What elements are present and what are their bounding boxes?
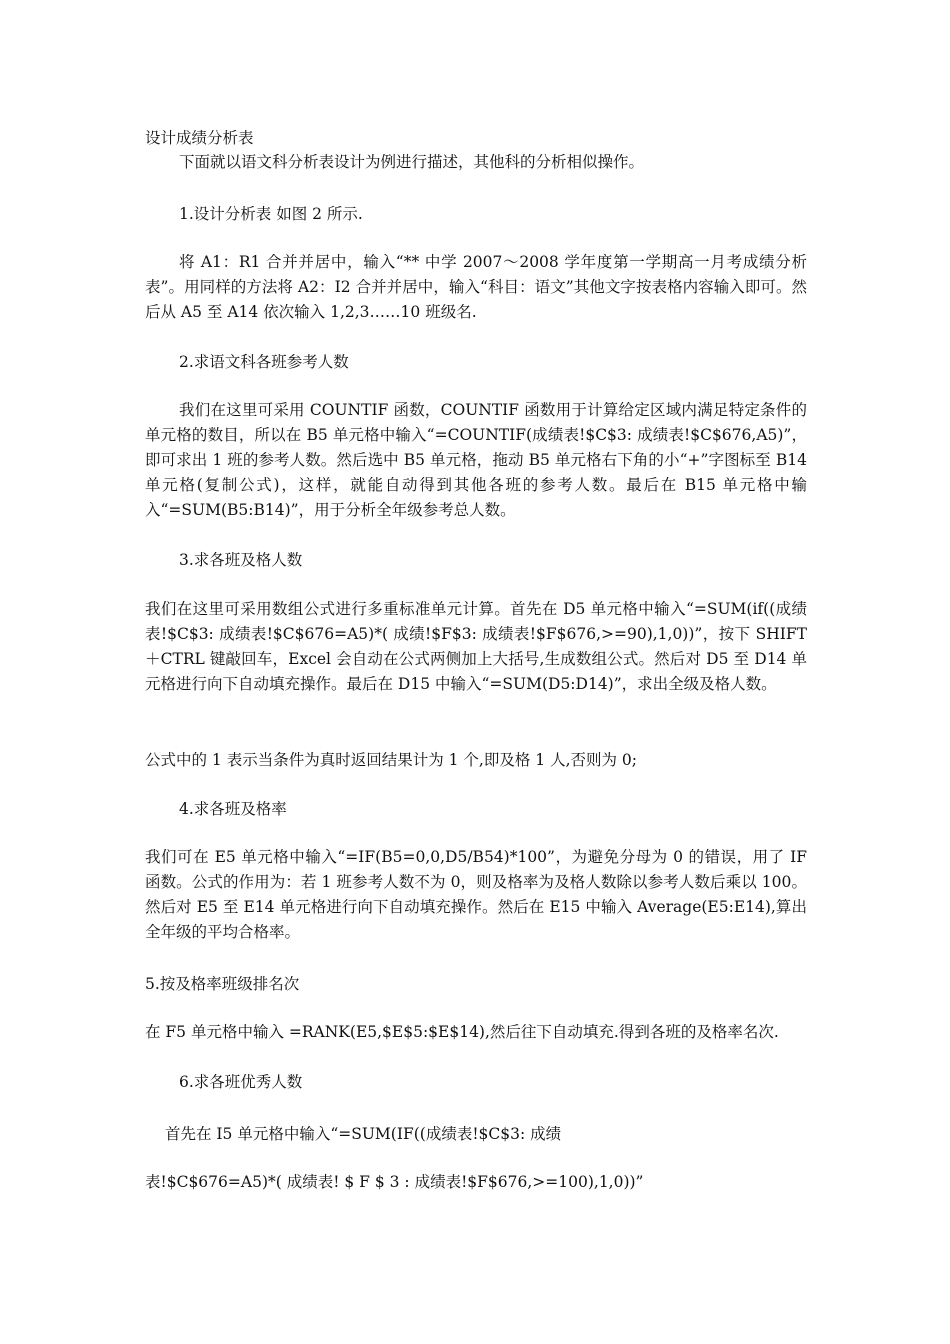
section-4-heading: 4.求各班及格率 <box>179 800 287 818</box>
section-6-line-2: 表!$C$676=A5)*( 成绩表! $ F $ 3 : 成绩表!$F$676,>=100),1,0))” <box>145 1173 644 1191</box>
section-2-body: 我们在这里可采用 COUNTIF 函数，COUNTIF 函数用于计算给定区域内满足特定条件的单元格的数目，所以在 B5 单元格中输入“=COUNTIF(成绩表!$C$3: 成绩表!$C$676,A5)”，即可求出 1 班的参考人数。然后选中 B5 单元格，拖动 B5 单元格右下角的小“+”字图标至 B14 单元格(复制公式)，这样，就能自动得到其他各班的参考人数。最后在 B15 单元格中输入“=SUM(B5:B14)”，用于分析全年级参考总人数。 <box>145 401 807 519</box>
section-4-body: 我们可在 E5 单元格中输入“=IF(B5=0,0,D5/B54)*100”，为避免分母为 0 的错误，用了 IF 函数。公式的作用为：若 1 班参考人数不为 0，则及格率为及格人数除以参考人数后乘以 100。然后对 E5 至 E14 单元格进行向下自动填充操作。然后在 E15 中输入 Average(E5:E14),算出全年级的平均合格率。 <box>145 848 807 941</box>
section-1-heading: 1.设计分析表 如图 2 所示. <box>179 205 363 223</box>
section-6-heading: 6.求各班优秀人数 <box>179 1073 303 1091</box>
section-3-note: 公式中的 1 表示当条件为真时返回结果计为 1 个,即及格 1 人,否则为 0; <box>145 751 638 769</box>
section-1-body: 将 A1：R1 合并并居中，输入“** 中学 2007～2008 学年度第一学期高一月考成绩分析表”。用同样的方法将 A2：I2 合并并居中，输入“科目：语文”其他文字按表格内容输入即可。然后从 A5 至 A14 依次输入 1,2,3……10 班级名. <box>145 253 807 321</box>
section-2-heading: 2.求语文科各班参考人数 <box>179 353 349 371</box>
intro-paragraph: 下面就以语文科分析表设计为例进行描述，其他科的分析相似操作。 <box>179 153 645 171</box>
section-5-heading: 5.按及格率班级排名次 <box>145 975 300 993</box>
document-title: 设计成绩分析表 <box>145 129 254 147</box>
section-6-line-1: 首先在 I5 单元格中输入“=SUM(IF((成绩表!$C$3: 成绩 <box>165 1125 562 1143</box>
section-5-body: 在 F5 单元格中输入 =RANK(E5,$E$5:$E$14),然后往下自动填充.得到各班的及格率名次. <box>145 1023 779 1041</box>
section-3-body: 我们在这里可采用数组公式进行多重标准单元计算。首先在 D5 单元格中输入“=SUM(if((成绩表!$C$3: 成绩表!$C$676=A5)*( 成绩!$F$3: 成绩表!$F$676,>=90),1,0))”，按下 SHIFT＋CTRL 键敲回车，Excel 会自动在公式两侧加上大括号,生成数组公式。然后对 D5 至 D14 单元格进行向下自动填充操作。最后在 D15 中输入“=SUM(D5:D14)”，求出全级及格人数。 <box>145 600 807 693</box>
section-3-heading: 3.求各班及格人数 <box>179 551 303 569</box>
